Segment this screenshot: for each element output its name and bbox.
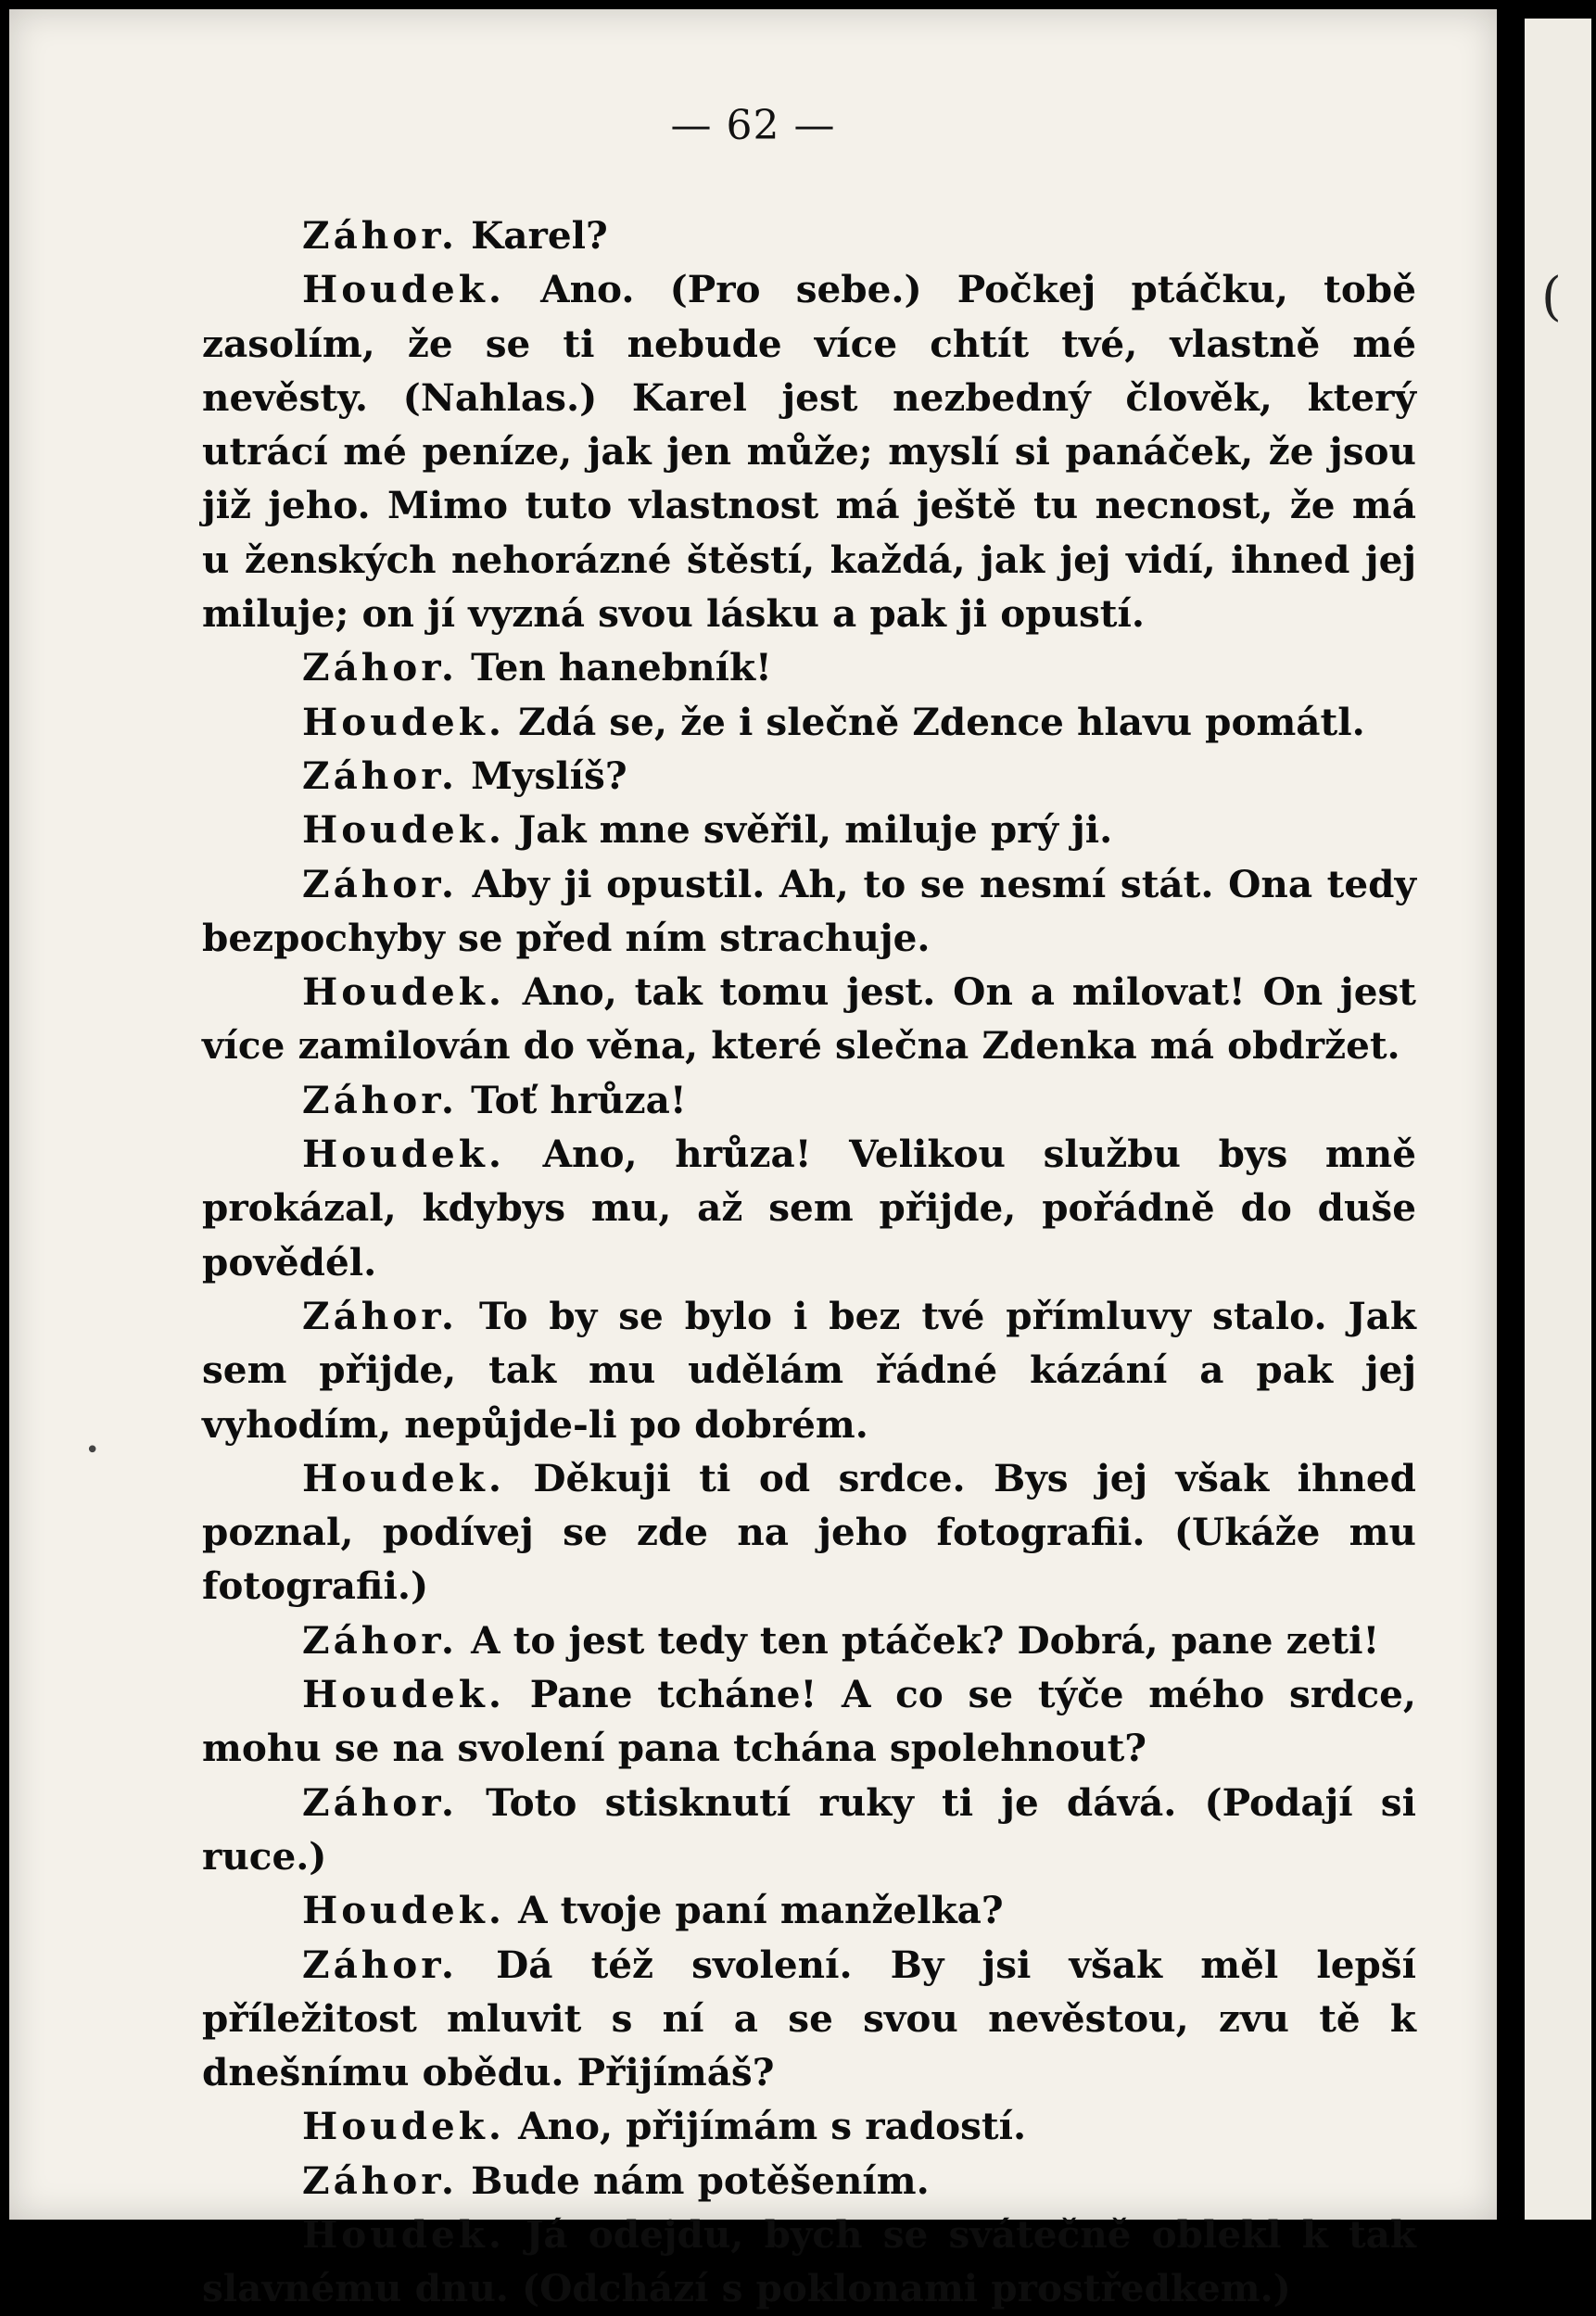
- speaker-name: Houdek.: [302, 969, 505, 1015]
- dialogue-line: [202, 1938, 1416, 2100]
- dialogue-line: [202, 1289, 1416, 1451]
- line-text: Toť hrůza!: [458, 1077, 687, 1122]
- dialogue-line: [202, 262, 1416, 640]
- dialogue-line: [202, 1883, 1416, 1937]
- page-number: — 62 —: [670, 102, 836, 149]
- speaker-name: Záhor.: [302, 1942, 458, 1987]
- dialogue-line: [202, 640, 1416, 694]
- line-text: Děkuji ti od srdce. Bys jej však ihned poznal, podívej se zde na jeho fotografii. (Ukáže mu fotografii.): [202, 1455, 1416, 1609]
- dialogue-text: [202, 209, 1416, 2316]
- dialogue-line: [202, 1127, 1416, 1289]
- dialogue-line: [202, 803, 1416, 856]
- line-text: Ano, přijímám s radostí.: [504, 2104, 1027, 2149]
- speaker-name: Houdek.: [302, 2211, 505, 2257]
- speaker-name: Záhor.: [302, 1077, 458, 1122]
- line-text: Pane tcháne! A co se týče mého srdce, mohu se na svolení pana tchána spolehnout?: [202, 1672, 1416, 1771]
- dialogue-line: [202, 1667, 1416, 1776]
- dialogue-line: [202, 209, 1416, 262]
- speaker-name: Houdek.: [302, 267, 505, 312]
- speaker-name: Houdek.: [302, 2104, 505, 2149]
- line-text: A to jest tedy ten ptáček? Dobrá, pane zeti!: [458, 1617, 1380, 1663]
- dialogue-line: [202, 1614, 1416, 1667]
- line-text: Zdá se, že i slečně Zdence hlavu pomátl.: [504, 699, 1365, 744]
- speaker-name: Záhor.: [302, 861, 458, 906]
- dialogue-line: [202, 749, 1416, 803]
- speaker-name: Houdek.: [302, 1132, 505, 1177]
- speaker-name: Houdek.: [302, 699, 505, 744]
- dialogue-line: [202, 1451, 1416, 1614]
- speaker-name: Záhor.: [302, 645, 458, 690]
- line-text: Toto stisknutí ruky ti je dává. (Podají si ruce.): [202, 1779, 1416, 1879]
- adjacent-page-edge: [1525, 19, 1591, 2220]
- book-page: [9, 9, 1497, 2311]
- line-text: Jak mne svěřil, miluje prý ji.: [504, 807, 1113, 853]
- dialogue-line: [202, 695, 1416, 749]
- speaker-name: Houdek.: [302, 1888, 505, 1933]
- line-text: Dá též svolení. By jsi však měl lepší příležitost mluvit s ní a se svou nevěstou, zvu tě k dnešnímu obědu. Přijímáš?: [202, 1942, 1416, 2095]
- line-text: Karel?: [458, 213, 608, 258]
- speaker-name: Houdek.: [302, 1672, 505, 1717]
- speaker-name: Záhor.: [302, 1779, 458, 1825]
- line-text: Ten hanebník!: [458, 645, 772, 690]
- speaker-name: Záhor.: [302, 2158, 458, 2203]
- line-text: To by se bylo i bez tvé přímluvy stalo. Jak sem přijde, tak mu udělám řádné kázání a pak jej vyhodím, nepůjde-li po dobrém.: [202, 1293, 1416, 1447]
- dialogue-line: [202, 965, 1416, 1073]
- line-text: Bude nám potěšením.: [458, 2158, 930, 2203]
- speaker-name: Houdek.: [302, 807, 505, 853]
- adjacent-page-glyph: (: [1541, 267, 1562, 327]
- speaker-name: Záhor.: [302, 1293, 458, 1338]
- dialogue-line: [202, 1776, 1416, 1884]
- dialogue-line: [202, 857, 1416, 966]
- line-text: Ano. (Pro sebe.) Počkej ptáčku, tobě zasolím, že se ti nebude více chtít tvé, vlastně mé nevěsty. (Nahlas.) Karel jest nezbedný člověk, který utrácí mé peníze, jak jen může; myslí si panáček, že jsou již jeho. Mimo tuto vlastnost má ještě tu necnost, že má u ženských nehorázné štěstí, každá, jak jej vidí, ihned jej miluje; on jí vyzná svou lásku a pak ji opustí.: [202, 267, 1416, 637]
- line-text: A tvoje paní manželka?: [504, 1888, 1004, 1933]
- speaker-name: Záhor.: [302, 213, 458, 258]
- line-text: Já odejdu, bych se svátečně oblekl k tak slavnému dnu. (Odchází s poklonami prostředkem.): [202, 2211, 1416, 2311]
- speaker-name: Záhor.: [302, 1617, 458, 1663]
- dialogue-line: [202, 2154, 1416, 2208]
- speaker-name: Houdek.: [302, 1455, 505, 1500]
- line-text: Ano, hrůza! Velikou službu bys mně prokázal, kdybys mu, až sem přijde, pořádně do duše povědél.: [202, 1132, 1416, 1285]
- line-text: Myslíš?: [458, 753, 627, 798]
- dialogue-line: [202, 2099, 1416, 2153]
- line-text: Ano, tak tomu jest. On a milovat! On jest více zamilován do věna, které slečna Zdenka má obdržet.: [202, 969, 1416, 1069]
- speaker-name: Záhor.: [302, 753, 458, 798]
- ink-speck: •: [85, 1436, 100, 1464]
- dialogue-line: [202, 2208, 1416, 2316]
- line-text: Aby ji opustil. Ah, to se nesmí stát. Ona tedy bezpochyby se před ním strachuje.: [202, 861, 1416, 960]
- dialogue-line: [202, 1073, 1416, 1127]
